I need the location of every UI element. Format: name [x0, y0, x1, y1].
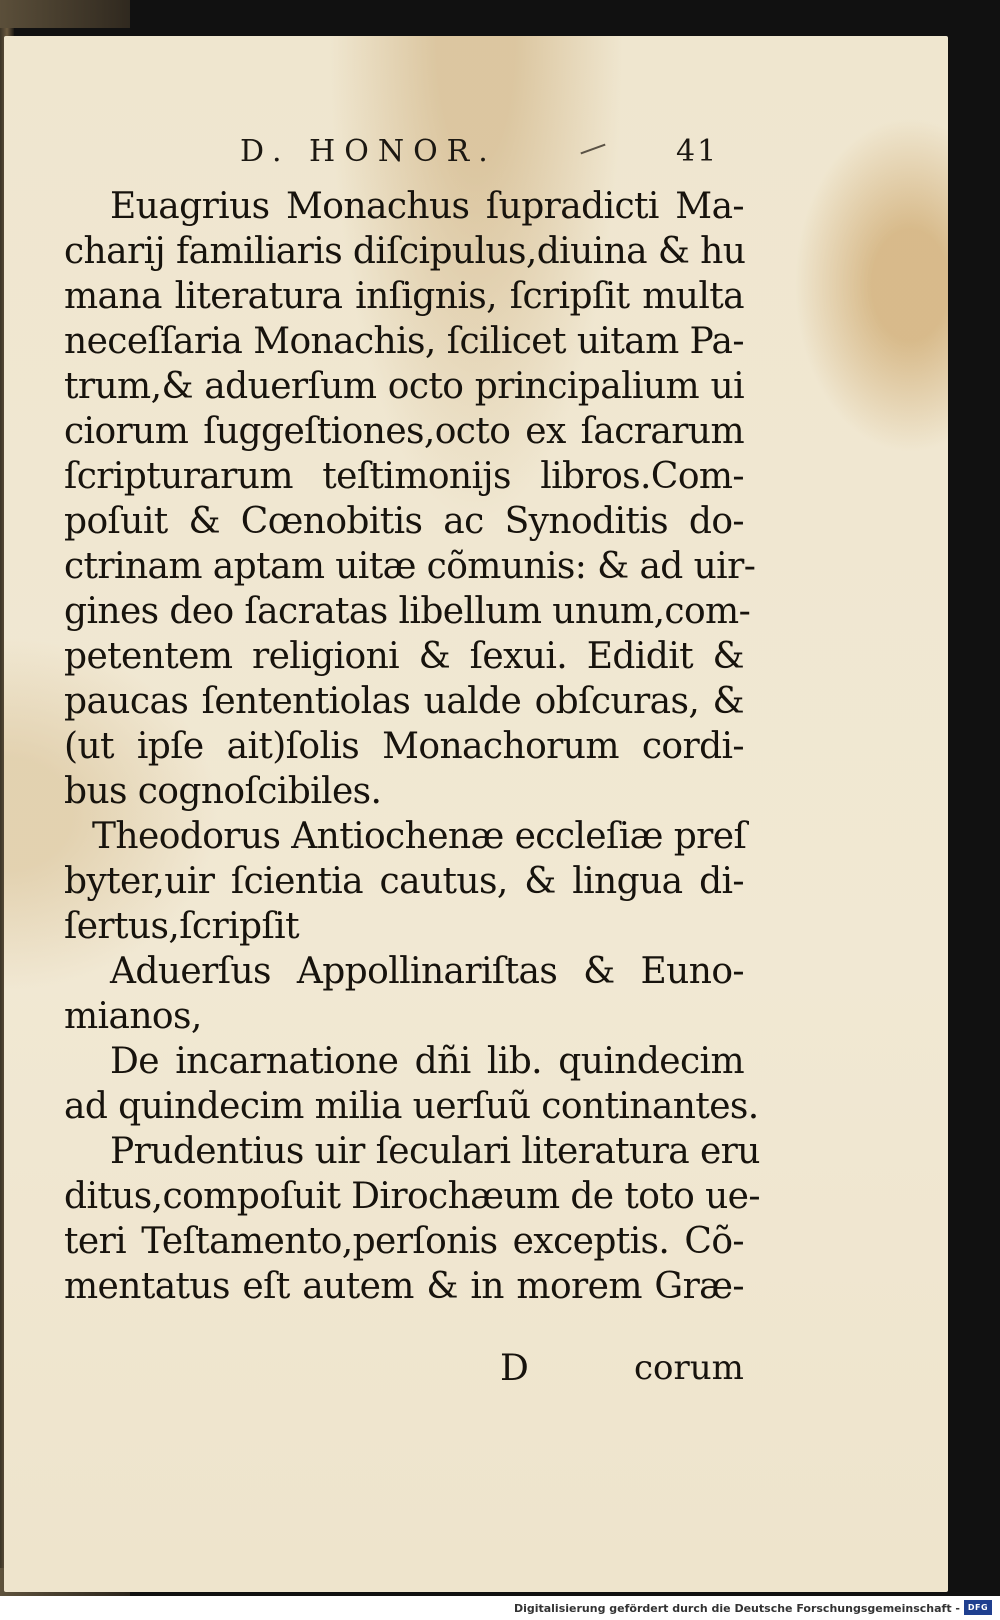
text-line: teri Teſtamento,perſonis exceptis. Cõ- — [64, 1221, 744, 1262]
text-line: mana literatura inſignis, ſcripſit multa — [64, 276, 744, 317]
text-line: charij familiaris diſcipulus,diuina & hu — [64, 231, 746, 272]
text-line: ditus,compoſuit Dirochæum de toto ue- — [64, 1176, 760, 1217]
text-line: ſertus,ſcripſit — [64, 906, 299, 947]
text-line: gines deo ſacratas libellum unum,com- — [64, 591, 751, 632]
text-line: poſuit & Cœnobitis ac Synoditis do- — [64, 501, 744, 542]
text-line: paucas ſententiolas ualde obſcuras, & — [64, 681, 744, 722]
text-line: mianos, — [64, 996, 202, 1037]
running-title: D. HONOR. — [240, 134, 497, 169]
text-line: petentem religioni & ſexui. Edidit & — [64, 636, 744, 677]
text-line: ctrinam aptam uitæ cõmunis: & ad uir- — [64, 546, 756, 587]
page-number: 41 — [676, 134, 719, 169]
text-line: (ut ipſe ait)ſolis Monachorum cordi- — [64, 726, 744, 767]
text-line: byter,uir ſcientia cautus, & lingua di- — [64, 861, 744, 902]
text-line: ſcripturarum teſtimonijs libros.Com- — [64, 456, 744, 497]
text-line: bus cognoſcibiles. — [64, 771, 382, 812]
page-header — [240, 134, 740, 174]
header-ink-mark — [580, 144, 605, 155]
text-line: neceſſaria Monachis, ſcilicet uitam Pa- — [64, 321, 744, 362]
binding-corner-top — [0, 0, 130, 28]
text-line: Aduerſus Appollinariſtas & Euno- — [110, 951, 744, 992]
text-line: ad quindecim milia uerſuũ continantes. — [64, 1086, 759, 1127]
text-line: De incarnatione dñi lib. quindecim — [110, 1041, 744, 1082]
text-line: trum,& aduerſum octo principalium ui — [64, 366, 744, 407]
signature-mark: D — [500, 1348, 529, 1389]
text-line: Euagrius Monachus ſupradicti Ma- — [110, 186, 744, 227]
text-line: mentatus eſt autem & in morem Græ- — [64, 1266, 744, 1307]
text-line: ciorum ſuggeſtiones,octo ex ſacrarum — [64, 411, 744, 452]
dfg-logo: DFG — [964, 1600, 992, 1615]
text-line: Theodorus Antiochenæ eccleſiæ preſ — [92, 816, 747, 857]
catchword: corum — [634, 1348, 744, 1388]
digitization-credit: Digitalisierung gefördert durch die Deutsche Forschungsgemeinschaft - — [513, 1602, 960, 1615]
text-line: Prudentius uir ſeculari literatura eru — [110, 1131, 760, 1172]
